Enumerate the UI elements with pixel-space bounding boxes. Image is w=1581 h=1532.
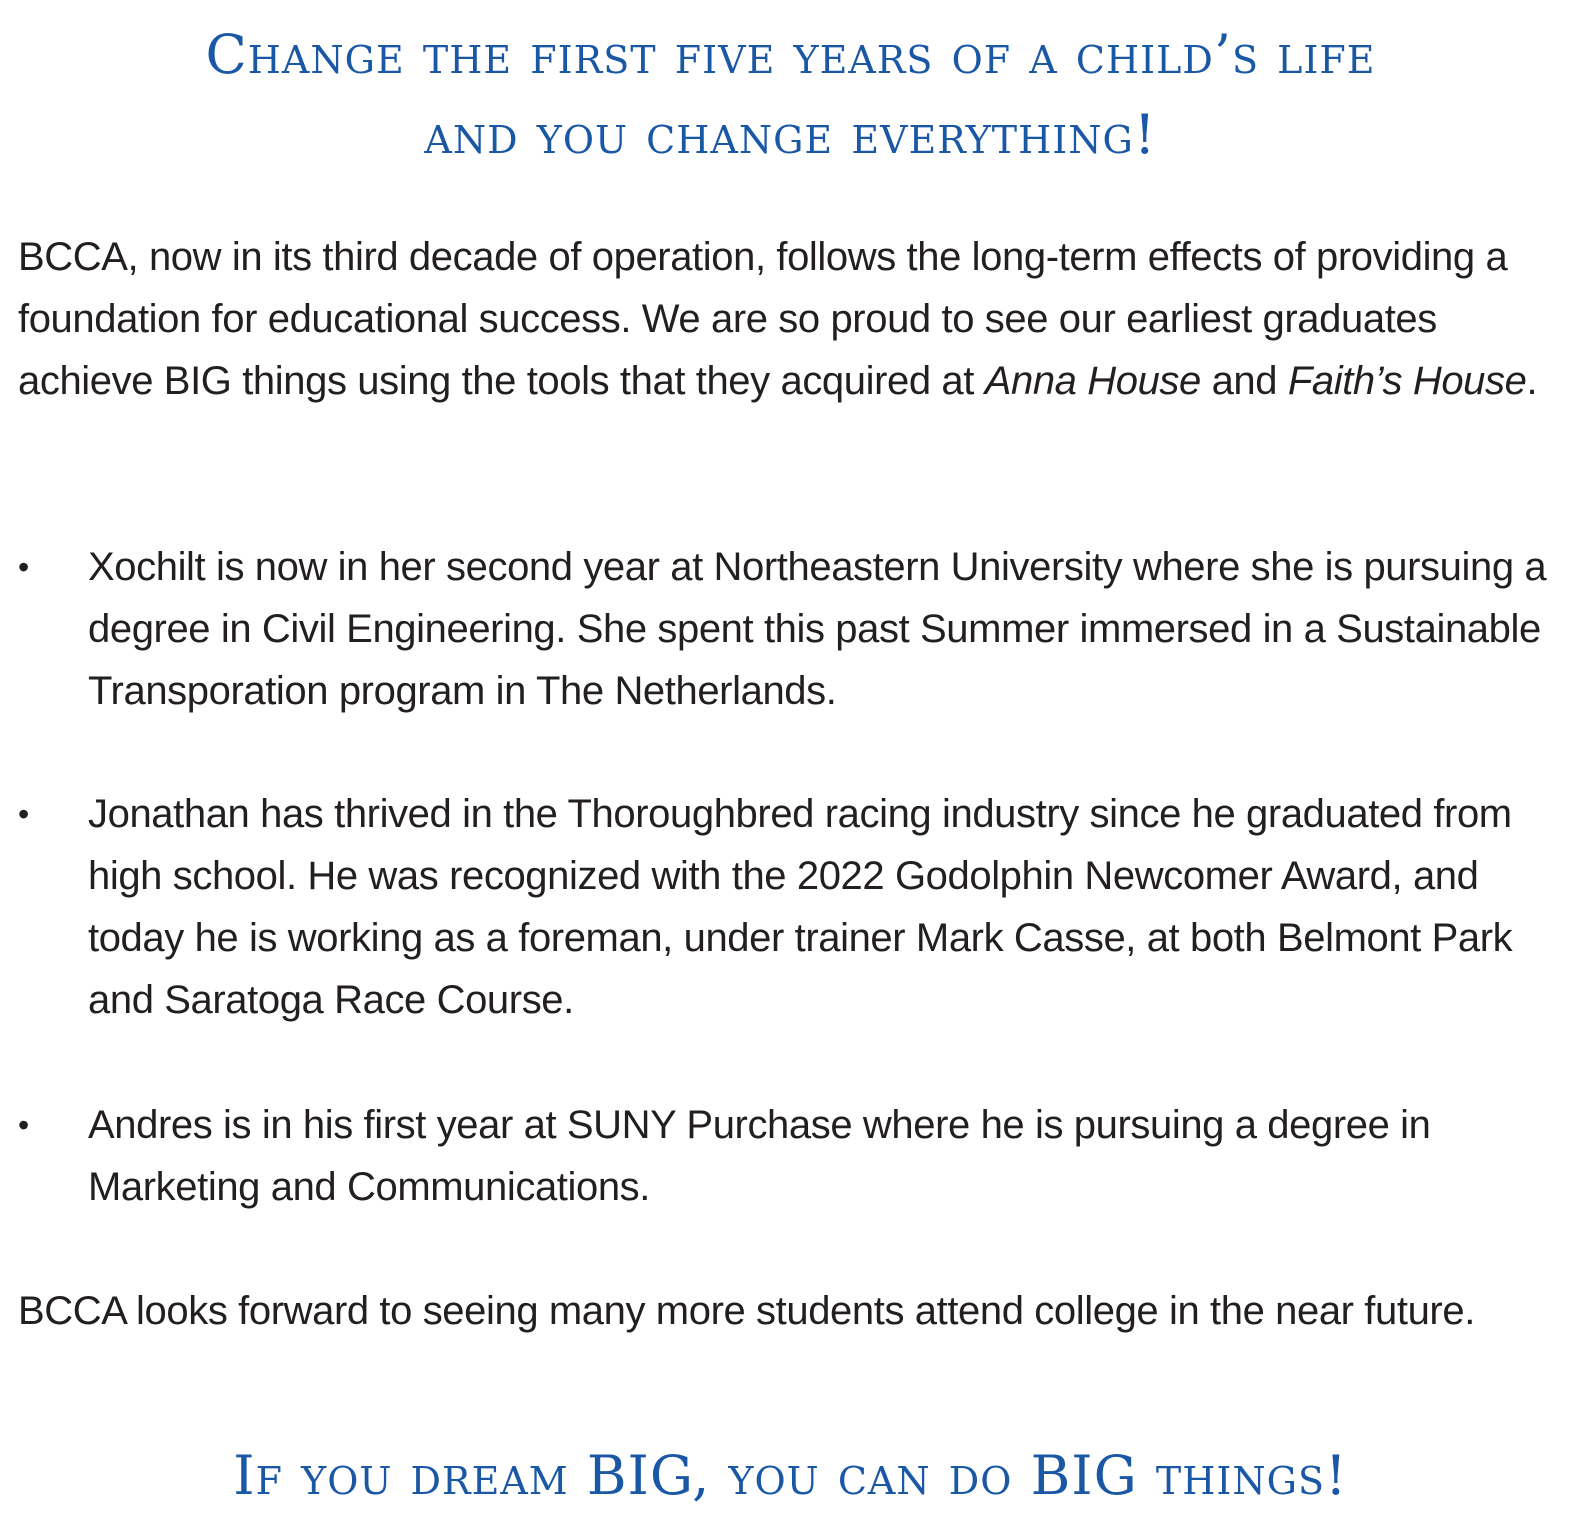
anna-house-name: Anna House xyxy=(984,359,1201,403)
headline-line-1: Change the first five years of a child’s life xyxy=(205,23,1376,86)
bullet-text: Xochilt is now in her second year at Northeastern University where she is pursuing a degree in Civil Engineering. She spent this past Summer immersed in a Sustainable Transporation program in The Netherlands. xyxy=(88,545,1547,713)
headline-line-2: and you change everything! xyxy=(424,103,1157,166)
intro-connector: and xyxy=(1200,359,1288,403)
footer-tagline: If you dream BIG, you can do BIG things! xyxy=(233,1444,1348,1507)
closing-paragraph: BCCA looks forward to seeing many more students attend college in the near future. xyxy=(18,1289,1475,1333)
faiths-house-name: Faith’s House xyxy=(1287,359,1527,403)
intro-paragraph xyxy=(18,226,1538,412)
bullet-marker: • xyxy=(18,796,30,832)
bullet-marker: • xyxy=(18,549,30,585)
headline xyxy=(0,15,1581,175)
bullet-marker: • xyxy=(18,1107,30,1143)
bullet-text: Jonathan has thrived in the Thoroughbred racing industry since he graduated from high school. He was recognized with the 2022 Godolphin Newcomer Award, and today he is working as a foreman, under trainer Mark Casse, at both Belmont Park and Saratoga Race Course. xyxy=(88,792,1513,1022)
intro-end: . xyxy=(1526,359,1538,403)
intro-text: BCCA, now in its third decade of operation, follows the long-term effects of providing a foundation for educational success. We are so proud to see our earliest graduates achieve BIG things using the tools that they acquired at xyxy=(18,235,1508,403)
bullet-text: Andres is in his first year at SUNY Purchase where he is pursuing a degree in Marketing and Communications. xyxy=(88,1103,1431,1209)
